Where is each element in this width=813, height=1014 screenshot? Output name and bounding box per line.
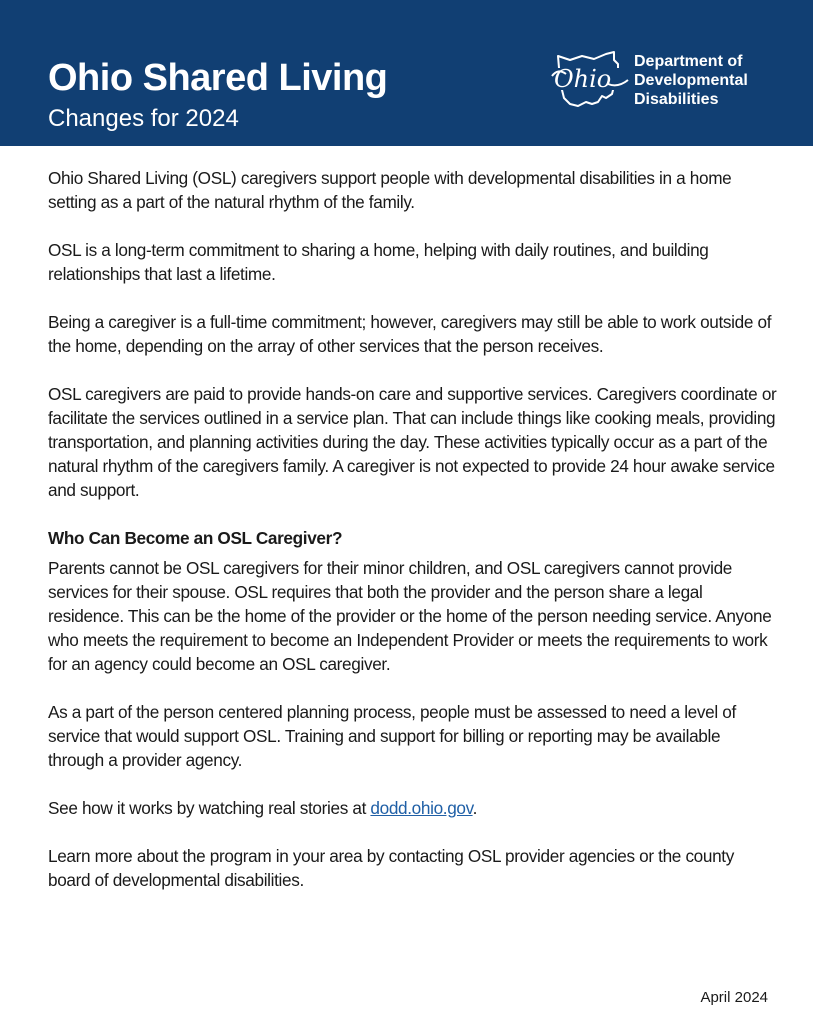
stories-paragraph	[48, 796, 778, 820]
ohio-logo-icon	[548, 50, 630, 112]
commitment-paragraph: OSL is a long-term commitment to sharing a home, helping with daily routines, and building relationships that last a lifetime.	[48, 240, 709, 284]
page-subtitle: Changes for 2024	[48, 105, 239, 132]
intro-paragraph: Ohio Shared Living (OSL) caregivers support people with developmental disabilities in a home setting as a part of the natural rhythm of the family.	[48, 168, 732, 212]
ohio-wordmark: Ohio	[554, 65, 612, 93]
department-line: Department of	[634, 53, 743, 70]
closing-paragraph: Learn more about the program in your area by contacting OSL provider agencies or the county board of developmental disabilities.	[48, 846, 734, 890]
assessment-paragraph: As a part of the person centered planning process, people must be assessed to need a level of service that would support OSL. Training and support for billing or reporting may be available through a provider agency.	[48, 702, 736, 770]
full-time-paragraph: Being a caregiver is a full-time commitment; however, caregivers may still be able to work outside of the home, depending on the array of other services that the person receives.	[48, 312, 772, 356]
department-line: Disabilities	[634, 91, 719, 108]
body-content	[48, 166, 778, 916]
department-name	[634, 52, 748, 109]
header-banner	[0, 0, 813, 146]
publication-date: April 2024	[700, 989, 768, 1006]
department-line: Developmental	[634, 72, 748, 89]
stories-period: .	[472, 798, 478, 818]
page-title: Ohio Shared Living	[48, 57, 388, 99]
dodd-link[interactable]: dodd.ohio.gov	[370, 798, 473, 818]
section-heading: Who Can Become an OSL Caregiver?	[48, 528, 343, 548]
stories-text: See how it works by watching real stories at	[48, 798, 371, 818]
paid-services-paragraph: OSL caregivers are paid to provide hands-on care and supportive services. Caregivers coordinate or facilitate the services outlined in a service plan. That can include things like cooking meals, providing transportation, and planning activities during the day. These activities typically occur as a part of the natural rhythm of the caregivers family. A caregiver is not expected to provide 24 hour awake service and support.	[48, 384, 777, 500]
eligibility-paragraph: Parents cannot be OSL caregivers for their minor children, and OSL caregivers cannot provide services for their spouse. OSL requires that both the provider and the person share a legal residence. This can be the home of the provider or the home of the person needing service. Anyone who meets the requirement to become an Independent Provider or meets the requirements to work for an agency could become an OSL caregiver.	[48, 558, 772, 674]
